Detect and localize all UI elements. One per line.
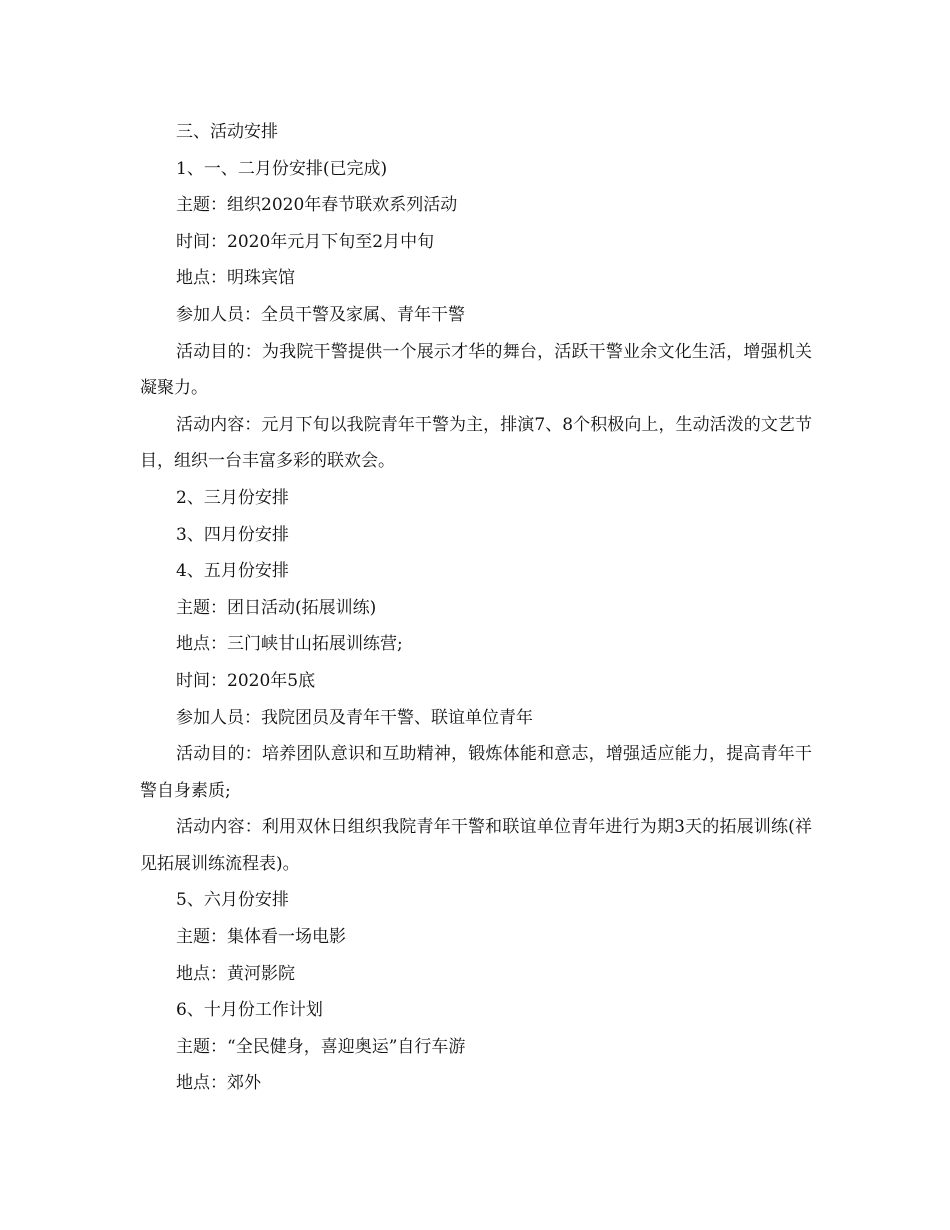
content-paragraph: 活动内容：元月下旬以我院青年干警为主，排演7、8个积极向上，生动活泼的文艺节目，组织一台丰富多彩的联欢会。 <box>140 414 812 472</box>
content-paragraph: 活动内容：利用双休日组织我院青年干警和联谊单位青年进行为期3天的拓展训练(祥见拓展训练流程表)。 <box>140 817 812 874</box>
section-heading: 三、活动安排 <box>176 122 278 142</box>
theme-line: 主题：组织2020年春节联欢系列活动 <box>176 195 458 216</box>
time-line: 时间：2020年5底 <box>176 670 316 691</box>
location-line: 地点：三门峡甘山拓展训练营; <box>176 634 403 655</box>
time-line: 时间：2020年元月下旬至2月中旬 <box>176 231 435 252</box>
theme-line: 主题：“全民健身，喜迎奥运”自行车游 <box>176 1036 466 1057</box>
purpose-paragraph: 活动目的：培养团队意识和互助精神，锻炼体能和意志，增强适应能力，提高青年干警自身素质; <box>140 744 812 801</box>
subsection-june: 5、六月份安排 <box>176 890 289 911</box>
subsection-april: 3、四月份安排 <box>176 524 289 545</box>
location-line: 地点：明珠宾馆 <box>176 268 295 289</box>
location-line: 地点：郊外 <box>176 1073 261 1094</box>
purpose-paragraph: 活动目的：为我院干警提供一个展示才华的舞台，活跃干警业余文化生活，增强机关凝聚力。 <box>140 341 812 399</box>
subsection-jan-feb: 1、一、二月份安排(已完成) <box>176 158 388 179</box>
theme-line: 主题：团日活动(拓展训练) <box>176 597 377 618</box>
location-line: 地点：黄河影院 <box>176 963 295 984</box>
document-body <box>140 114 812 1102</box>
subsection-march: 2、三月份安排 <box>176 487 289 508</box>
subsection-october: 6、十月份工作计划 <box>176 1000 323 1021</box>
subsection-may: 4、五月份安排 <box>176 561 289 582</box>
participants-line: 参加人员：我院团员及青年干警、联谊单位青年 <box>176 707 533 728</box>
participants-line: 参加人员：全员干警及家属、青年干警 <box>176 304 465 325</box>
theme-line: 主题：集体看一场电影 <box>176 927 346 948</box>
